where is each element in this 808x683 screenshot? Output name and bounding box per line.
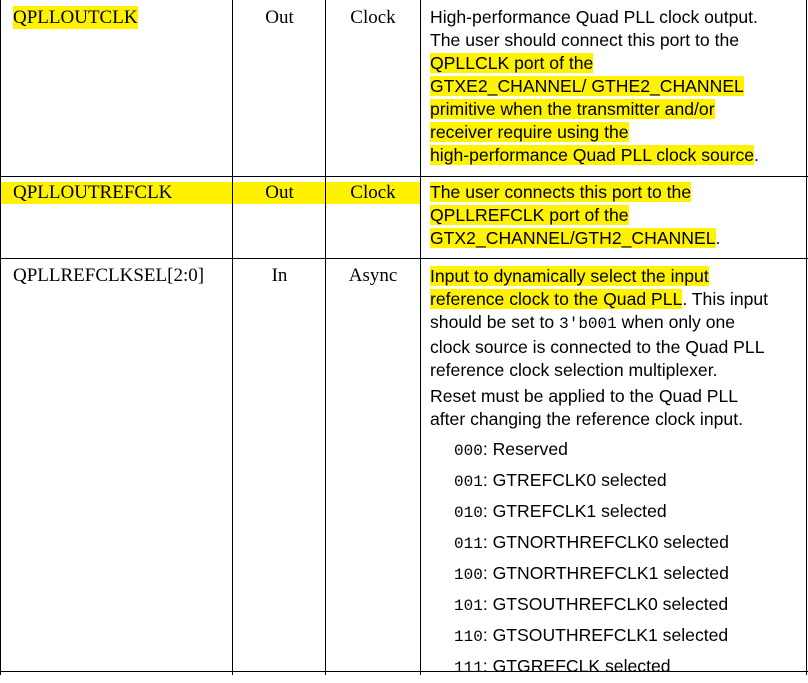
description-line: High-performance Quad PLL clock output. bbox=[430, 7, 758, 27]
description-line: high-performance Quad PLL clock source bbox=[430, 145, 755, 165]
clock-domain: Clock bbox=[350, 182, 396, 203]
description-line: clock source is connected to the Quad PLL bbox=[430, 337, 765, 357]
code-literal: 101 bbox=[454, 597, 483, 615]
code-literal: 110 bbox=[454, 628, 483, 646]
list-item bbox=[454, 497, 729, 528]
selection-label: : GTSOUTHREFCLK1 selected bbox=[482, 625, 729, 645]
list-item bbox=[454, 466, 729, 497]
selection-label: : GTREFCLK1 selected bbox=[482, 501, 667, 521]
code-literal: 3'b001 bbox=[559, 315, 617, 333]
description-line: reference clock to the Quad PLL bbox=[430, 289, 683, 309]
clock-domain: Clock bbox=[350, 7, 396, 28]
selection-label: : GTSOUTHREFCLK0 selected bbox=[482, 594, 729, 614]
direction: Out bbox=[265, 7, 294, 28]
description-line: GTXE2_CHANNEL/ GTHE2_CHANNEL bbox=[430, 76, 744, 96]
list-item bbox=[454, 435, 729, 466]
description-line: GTX2_CHANNEL/GTH2_CHANNEL bbox=[430, 228, 716, 248]
description-line: . This input bbox=[682, 289, 769, 309]
description-line: when only one bbox=[616, 312, 736, 332]
description-line: reference clock selection multiplexer. bbox=[430, 360, 718, 380]
description bbox=[430, 181, 720, 250]
description-line: should be set to bbox=[430, 312, 560, 332]
table-divider-1 bbox=[232, 0, 233, 675]
list-item bbox=[454, 652, 729, 683]
description bbox=[430, 265, 768, 382]
code-literal: 100 bbox=[454, 566, 483, 584]
description-line: QPLLREFCLK port of the bbox=[430, 205, 629, 225]
description-line: receiver require using the bbox=[430, 122, 629, 142]
selection-label: : GTNORTHREFCLK1 selected bbox=[482, 563, 729, 583]
selection-list bbox=[454, 435, 729, 683]
selection-label: : Reserved bbox=[482, 439, 568, 459]
description-line: Reset must be applied to the Quad PLL bbox=[430, 386, 739, 406]
table-divider-3 bbox=[420, 0, 421, 675]
description-tail: . bbox=[715, 228, 721, 248]
signal-name: QPLLOUTREFCLK bbox=[13, 182, 173, 203]
description-line: Input to dynamically select the input bbox=[430, 266, 709, 286]
table-divider-2 bbox=[325, 0, 326, 675]
selection-label: : GTNORTHREFCLK0 selected bbox=[482, 532, 729, 552]
list-item bbox=[454, 590, 729, 621]
description-line: The user connects this port to the bbox=[430, 182, 692, 202]
direction: Out bbox=[265, 182, 294, 203]
row-divider-1 bbox=[0, 176, 808, 177]
row-divider-2 bbox=[0, 258, 808, 259]
selection-label: : GTREFCLK0 selected bbox=[482, 470, 667, 490]
description-line: after changing the reference clock input. bbox=[430, 409, 743, 429]
list-item bbox=[454, 621, 729, 652]
description-line: QPLLCLK port of the bbox=[430, 53, 594, 73]
description-line: primitive when the transmitter and/or bbox=[430, 99, 715, 119]
description bbox=[430, 6, 759, 167]
selection-label: : GTGREFCLK selected bbox=[482, 656, 671, 676]
description-line: The user should connect this port to the bbox=[430, 30, 740, 50]
code-literal: 011 bbox=[454, 535, 483, 553]
table-border-left bbox=[0, 0, 1, 675]
list-item bbox=[454, 528, 729, 559]
code-literal: 111 bbox=[454, 659, 483, 677]
signal-name: QPLLREFCLKSEL[2:0] bbox=[13, 265, 205, 286]
reset-note bbox=[430, 385, 743, 431]
list-item bbox=[454, 559, 729, 590]
description-tail: . bbox=[754, 145, 759, 165]
direction: In bbox=[271, 265, 288, 286]
clock-domain: Async bbox=[348, 265, 398, 286]
signal-name: QPLLOUTCLK bbox=[13, 7, 138, 28]
code-literal: 001 bbox=[454, 473, 483, 491]
code-literal: 010 bbox=[454, 504, 483, 522]
table-border-right bbox=[806, 0, 807, 675]
code-literal: 000 bbox=[454, 442, 483, 460]
